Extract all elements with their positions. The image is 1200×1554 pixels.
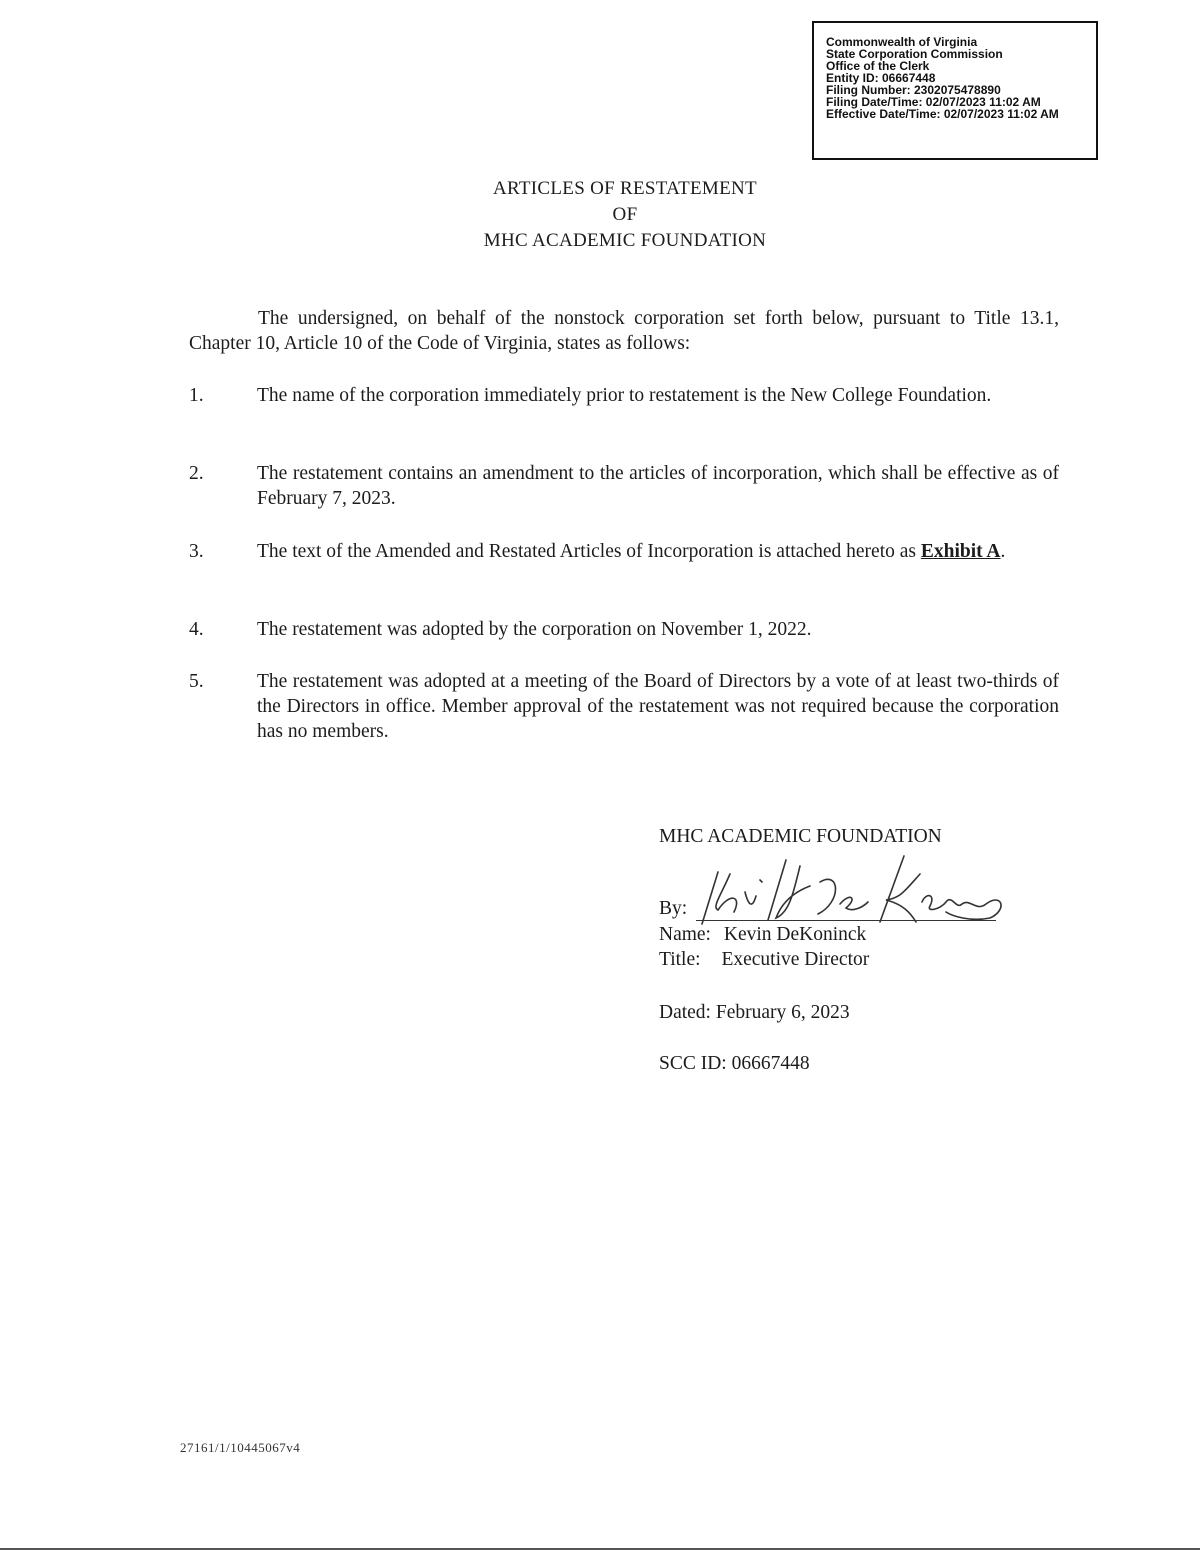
- title-line: MHC ACADEMIC FOUNDATION: [483, 230, 767, 251]
- item-text: The restatement was adopted at a meeting of the Board of Directors by a vote of at least two-thirds of the Directors in office. Member approval of the restatement was not required because the corporation has no members.: [257, 671, 1059, 742]
- item-number: 4.: [189, 619, 204, 640]
- signature-line: [696, 920, 996, 921]
- document-id: 27161/1/10445067v4: [180, 1440, 301, 1455]
- intro-paragraph: [189, 306, 1059, 356]
- stamp-line: Entity ID: 06667448: [826, 71, 936, 85]
- document-title: [0, 176, 1200, 254]
- intro-text: The undersigned, on behalf of the nonstock corporation set forth below, pursuant to Title 13.1, Chapter 10, Article 10 of the Code of Virginia, states as follows:: [189, 308, 1059, 354]
- stamp-line: Effective Date/Time: 02/07/2023 11:02 AM: [826, 107, 1059, 121]
- item-text: The restatement was adopted by the corporation on November 1, 2022.: [257, 619, 812, 640]
- item-number: 2.: [189, 463, 204, 484]
- item-number: 5.: [189, 671, 204, 692]
- item-text: [257, 539, 1059, 564]
- name-row: [659, 922, 1079, 947]
- filing-stamp: [812, 21, 1098, 160]
- signature-entity: MHC ACADEMIC FOUNDATION: [659, 826, 942, 847]
- stamp-line: State Corporation Commission: [826, 47, 1003, 61]
- scc-id: SCC ID: 06667448: [659, 1053, 810, 1074]
- title-line: OF: [612, 204, 638, 225]
- dated: Dated: February 6, 2023: [659, 1002, 850, 1023]
- title-row: [659, 947, 1079, 972]
- stamp-line: Office of the Clerk: [826, 59, 930, 73]
- stamp-line: Filing Date/Time: 02/07/2023 11:02 AM: [826, 95, 1041, 109]
- item-text-part: .: [1000, 541, 1006, 562]
- name-label: Name:: [659, 924, 711, 945]
- title-line: ARTICLES OF RESTATEMENT: [493, 178, 757, 199]
- stamp-line: Filing Number: 2302075478890: [826, 83, 1001, 97]
- item-text: The restatement contains an amendment to the articles of incorporation, which shall be effective as of February 7, 2023.: [257, 463, 1059, 509]
- item-text-part: The text of the Amended and Restated Articles of Incorporation is attached hereto as: [257, 541, 921, 562]
- title-label: Title:: [659, 949, 701, 970]
- item-number: 1.: [189, 385, 204, 406]
- page-edge: [0, 1548, 1200, 1550]
- item-text: The name of the corporation immediately prior to restatement is the New College Foundation.: [257, 385, 992, 406]
- item-number: 3.: [189, 541, 204, 562]
- exhibit-reference: Exhibit A: [920, 541, 1001, 562]
- signer-name: Kevin DeKoninck: [723, 924, 867, 945]
- stamp-line: Commonwealth of Virginia: [826, 35, 978, 49]
- by-label: By:: [659, 898, 688, 919]
- signer-title: Executive Director: [721, 949, 870, 970]
